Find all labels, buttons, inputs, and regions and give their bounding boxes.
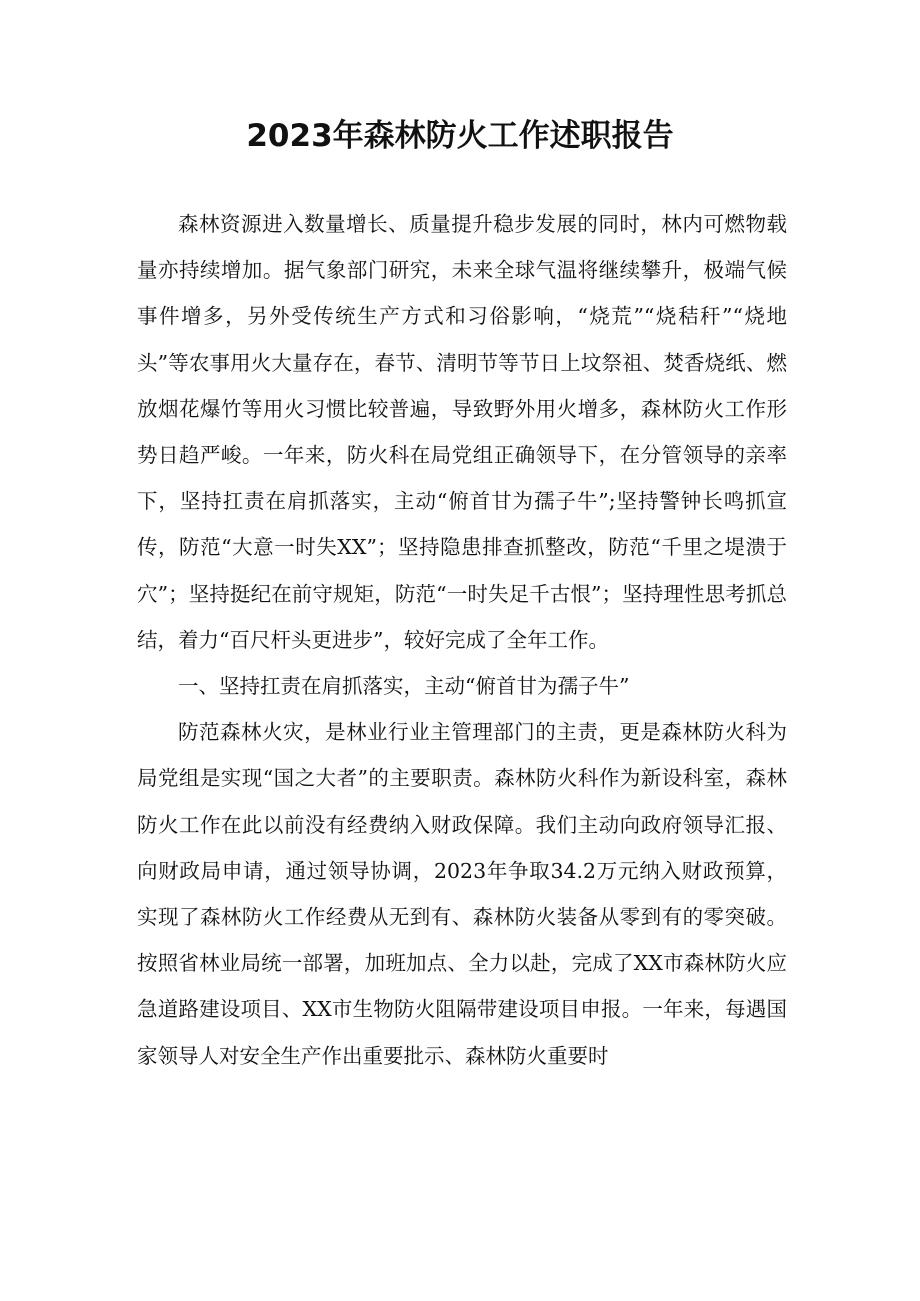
paragraph-intro: 森林资源进入数量增长、质量提升稳步发展的同时，林内可燃物载量亦持续增加。据气象部门研究，未来全球气温将继续攀升，极端气候事件增多，另外受传统生产方式和习俗影响，“烧荒”“烧秸秆”“烧地头”等农事用火大量存在，春节、清明节等节日上坟祭祖、焚香烧纸、燃放烟花爆竹等用火习惯比较普遍，导致野外用火增多，森林防火工作形势日趋严峻。一年来，防火科在局党组正确领导下，在分管领导的亲率下，坚持扛责在肩抓落实，主动“俯首甘为孺子牛”;坚持警钟长鸣抓宣传，防范“大意一时失XX”；坚持隐患排查抓整改，防范“千里之堤溃于穴”；坚持挺纪在前守规矩，防范“一时失足千古恨”；坚持理性思考抓总结，着力“百尺杆头更进步”，较好完成了全年工作。 — [137, 212, 787, 652]
section-heading-1: 一、坚持扛责在肩抓落实，主动“俯首甘为孺子牛” — [178, 674, 630, 699]
paragraph-section-1: 防范森林火灾，是林业行业主管理部门的主责，更是森林防火科为局党组是实现“国之大者”的主要职责。森林防火科作为新设科室，森林防火工作在此以前没有经费纳入财政保障。我们主动向政府领导汇报、向财政局申请，通过领导协调，2023年争取34.2万元纳入财政预算，实现了森林防火工作经费从无到有、森林防火装备从零到有的零突破。按照省林业局统一部署，加班加点、全力以赴，完成了XX市森林防火应急道路建设项目、XX市生物防火阻隔带建设项目申报。一年来，每遇国家领导人对安全生产作出重要批示、森林防火重要时 — [137, 720, 787, 1068]
document-body — [137, 201, 787, 1079]
document-title: 2023年森林防火工作述职报告 — [246, 118, 674, 154]
